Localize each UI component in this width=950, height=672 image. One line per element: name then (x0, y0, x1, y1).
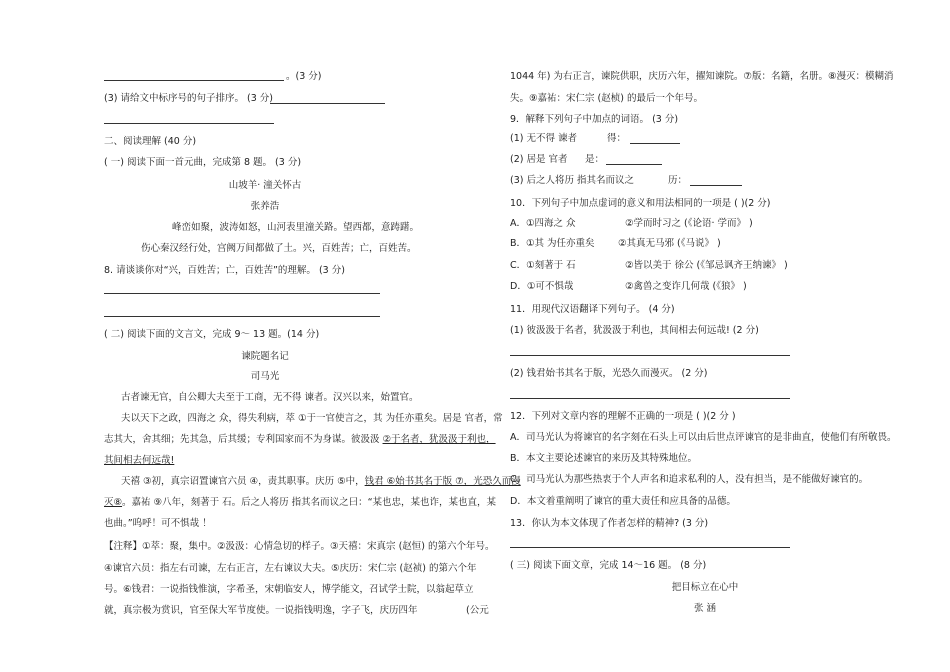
answer-line (104, 316, 380, 317)
annotation: (公元 (466, 605, 489, 616)
essay-paragraph (104, 497, 496, 509)
essay-text: 志其大，舍其细；先其急，后其缓；专利国家而不为身谋。彼汲汲 (104, 434, 383, 445)
article-intro: ( 三) 阅读下面文章，完成 14～16 题。 (8 分) (510, 560, 707, 571)
question-9-label: 历： (668, 175, 688, 186)
option-b-2: ②其真无马邪 (《马说》 ) (618, 238, 721, 249)
annotation: 失。⑨嘉祐：宋仁宗 (赵桢) 的最后一个年号。 (510, 93, 703, 104)
question-12: 12．下列对文章内容的理解不正确的一项是 ( )(2 分 ) (510, 411, 736, 422)
underlined-sentence: 灭⑧ (104, 497, 123, 508)
question-9-label: 得： (607, 133, 627, 144)
answer-line (104, 293, 380, 294)
annotation: 1044 年) 为右正言，谏院供职，庆历六年，擢知谏院。⑦版：名籍，名册。⑧漫灭：模糊消 (510, 71, 894, 82)
option-d-1: D．①可不惧哉 (510, 281, 574, 292)
option-d: D．本文着重阐明了谏官的重大责任和应具备的品德。 (510, 496, 736, 507)
essay-paragraph: 夫以天下之政，四海之 众，得失利病，萃 ①于一官使言之，其 为任亦重矣。居是 官者，常 (121, 413, 503, 424)
answer-line (104, 80, 284, 81)
question-8: 8. 请谈谈你对“兴，百姓苦；亡，百姓苦”的理解。 (3 分) (104, 265, 345, 276)
option-b-1: B．①其 为任亦重矣 (510, 238, 595, 249)
option-c-1: C．①刻著于 石 (510, 260, 576, 271)
question-sort: (3) 请给文中标序号的句子排序。 (3 分) (104, 93, 273, 104)
option-c-2: ②皆以美于 徐公 (《邹忌讽齐王纳谏》 ) (625, 260, 788, 271)
option-d-2: ②禽兽之变诈几何哉 (《狼》 ) (625, 281, 747, 292)
essay-paragraph (104, 434, 496, 446)
option-a-1: A．①四海之 众 (510, 218, 576, 229)
question-9: 9．解释下列句子中加点的词语。 (3 分) (510, 114, 679, 125)
question-11-item: (1) 彼汲汲于名者，犹汲汲于利也，其间相去何远哉! (2 分) (510, 325, 759, 336)
question-9-item: (1) 无不得 谏者 (510, 133, 577, 144)
section-heading: 二、阅读理解 (40 分) (104, 136, 197, 147)
answer-line (510, 547, 790, 548)
annotation: 号。⑥钱君：一说指钱惟演，字希圣，宋朝临安人，博学能文，召试学士院，以翁起草立 (104, 584, 474, 595)
question-9-item: (3) 后之人将历 指其名而议之 (510, 175, 634, 186)
underlined-sentence: 钱君 ⑥始书其名于版 ⑦，光恐久而漫 (364, 476, 521, 487)
annotation: ④谏官六员：指左右司谏，左右正言，左右谏议大夫。⑤庆历：宋仁宗 (赵祯) 的第六个年 (104, 563, 477, 574)
question-9-label: 是： (585, 154, 605, 165)
question-11-item: (2) 钱君始书其名于版，光恐久而漫灭。 (2 分) (510, 368, 708, 379)
annotation: 就，真宗极为赏识，官至保大军节度使。一说指钱明逸，字子飞，庆历四年 (104, 605, 418, 616)
answer-line (510, 355, 790, 356)
poem-line: 伤心秦汉经行处，宫阙万间都做了土。兴，百姓苦；亡，百姓苦。 (141, 243, 417, 254)
option-a: A．司马光认为将谏官的名字刻在石头上可以由后世点评谏官的是非曲直，使他们有所敬畏。 (510, 432, 897, 443)
underlined-sentence: 其间相去何远哉! (104, 455, 175, 466)
poem-line: 峰峦如聚，波涛如怒，山河表里潼关路。望西都，意踌躇。 (172, 222, 420, 233)
essay-paragraph: 也曲。”呜呼！可不惧哉 ！ (104, 518, 212, 529)
poem-author: 张养浩 (250, 201, 280, 212)
essay-intro: ( 二) 阅读下面的文言文，完成 9～ 13 题。(14 分) (104, 329, 320, 340)
question-10: 10．下列句子中加点虚词的意义和用法相同的一项是 ( )(2 分) (510, 198, 771, 209)
answer-line (510, 398, 790, 399)
question-11: 11．用现代汉语翻译下列句子。 (4 分) (510, 304, 675, 315)
underlined-sentence: ②于名者，犹汲汲于利也， (382, 434, 496, 445)
essay-text: 天禧 ③初，真宗诏置谏官六员 ④，责其职事。庆历 ⑤中， (121, 476, 365, 487)
answer-line (104, 123, 274, 124)
essay-title: 谏院题名记 (241, 351, 289, 362)
article-author: 张 涵 (693, 603, 717, 614)
question-13: 13．你认为本文体现了作者怎样的精神? (3 分) (510, 518, 709, 529)
article-title: 把目标立在心中 (671, 582, 739, 593)
essay-paragraph: 古者谏无官，自公卿大夫至于工商，无不得 谏者。汉兴以来，始置官。 (121, 392, 419, 403)
option-b: B．本文主要论述谏官的来历及其特殊地位。 (510, 453, 698, 464)
essay-paragraph (121, 476, 521, 488)
poem-title: 山坡羊· 潼关怀古 (228, 180, 302, 191)
essay-author: 司马光 (250, 371, 280, 382)
answer-line (690, 185, 742, 186)
left-line-1: 。(3 分) (286, 71, 322, 82)
answer-line (270, 103, 385, 104)
annotation: 【注释】①萃：聚，集中。②汲汲：心情急切的样子。③天禧：宋真宗 (赵恒) 的第六个年号。 (104, 541, 495, 552)
option-a-2: ②学而时习之 (《论语· 学而》 ) (625, 218, 753, 229)
answer-line (630, 143, 680, 144)
question-9-item: (2) 居是 官者 (510, 154, 568, 165)
answer-line (606, 164, 662, 165)
essay-text: 。嘉祐 ⑨八年，刻著于 石。后之人将历 指其名而议之曰：“某也忠，某也诈，某也直，某 (122, 497, 497, 508)
option-c: C．司马光认为那些热衷于个人声名和追求私利的人，没有担当，是不能做好谏官的。 (510, 474, 869, 485)
poem-intro: ( 一) 阅读下面一首元曲，完成第 8 题。 (3 分) (104, 157, 302, 168)
